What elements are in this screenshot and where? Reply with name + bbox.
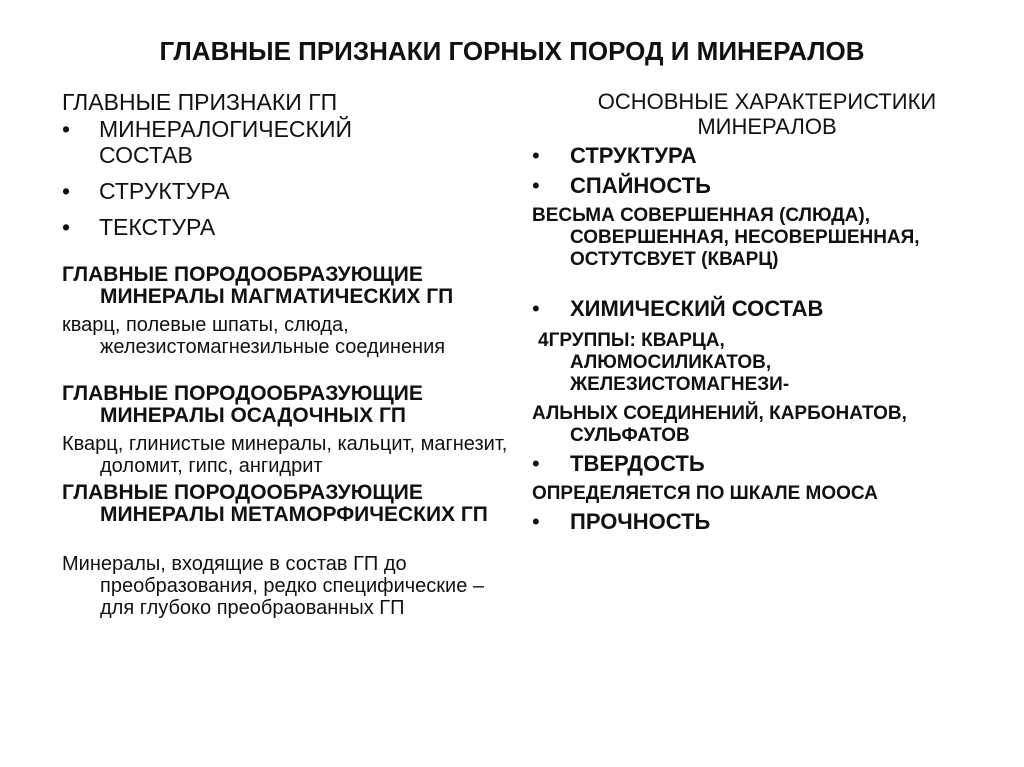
list-item-label: ТЕКСТУРА — [99, 214, 216, 240]
list-item-label: СТРУКТУРА — [99, 178, 230, 204]
section-heading: ГЛАВНЫЕ ПОРОДООБРАЗУЮЩИЕ МИНЕРАЛЫ ОСАДОЧНЫХ ГП — [62, 382, 423, 427]
bullet-icon: • — [532, 143, 540, 168]
list-item — [532, 509, 710, 535]
list-item-label: СТРУКТУРА — [570, 143, 697, 168]
bullet-icon: • — [62, 214, 71, 240]
list-item — [532, 173, 711, 199]
list-item — [62, 178, 462, 204]
section-heading: ГЛАВНЫЕ ПОРОДООБРАЗУЮЩИЕ МИНЕРАЛЫ МАГМАТИЧЕСКИХ ГП — [62, 263, 454, 308]
bullet-icon: • — [62, 178, 71, 204]
bullet-icon: • — [532, 296, 540, 321]
characteristic-text: ОПРЕДЕЛЯЕТСЯ ПО ШКАЛЕ МООСА — [532, 483, 878, 504]
list-item-label: МИНЕРАЛОГИЧЕСКИЙ СОСТАВ — [99, 116, 352, 168]
left-heading: ГЛАВНЫЕ ПРИЗНАКИ ГП — [62, 89, 338, 115]
characteristic-text: 4ГРУППЫ: КВАРЦА, АЛЮМОСИЛИКАТОВ, ЖЕЛЕЗИСТОМАГНЕЗИ- — [538, 330, 790, 395]
list-item — [532, 451, 705, 477]
list-item — [532, 296, 823, 322]
bullet-icon: • — [532, 451, 540, 476]
list-item — [532, 143, 697, 169]
section-text: Минералы, входящие в состав ГП до преобразования, редко специфические – для глубоко преобраованных ГП — [62, 553, 485, 619]
section-text: Кварц, глинистые минералы, кальцит, магнезит, доломит, гипс, ангидрит — [62, 433, 508, 477]
list-item-label: СПАЙНОСТЬ — [570, 173, 711, 198]
characteristic-text: АЛЬНЫХ СОЕДИНЕНИЙ, КАРБОНАТОВ, СУЛЬФАТОВ — [532, 403, 907, 446]
list-item-label: ПРОЧНОСТЬ — [570, 509, 711, 534]
section-text: кварц, полевые шпаты, слюда, железистомагнезильные соединения — [62, 314, 446, 358]
list-item-label: ХИМИЧЕСКИЙ СОСТАВ — [570, 296, 824, 321]
slide-title: ГЛАВНЫЕ ПРИЗНАКИ ГОРНЫХ ПОРОД И МИНЕРАЛОВ — [159, 36, 865, 66]
right-heading: ОСНОВНЫЕ ХАРАКТЕРИСТИКИ МИНЕРАЛОВ — [597, 89, 937, 139]
list-item — [62, 116, 429, 168]
list-item — [62, 214, 462, 240]
bullet-icon: • — [532, 173, 540, 198]
bullet-icon: • — [532, 509, 540, 534]
section-heading: ГЛАВНЫЕ ПОРОДООБРАЗУЮЩИЕ МИНЕРАЛЫ МЕТАМОРФИЧЕСКИХ ГП — [62, 481, 488, 526]
list-item-label: ТВЕРДОСТЬ — [570, 451, 705, 476]
left-feature-list — [62, 116, 462, 250]
characteristic-text: ВЕСЬМА СОВЕРШЕННАЯ (СЛЮДА), СОВЕРШЕННАЯ, НЕСОВЕРШЕННАЯ, ОСТУТСВУЕТ (КВАРЦ) — [532, 205, 920, 270]
bullet-icon: • — [62, 116, 71, 142]
